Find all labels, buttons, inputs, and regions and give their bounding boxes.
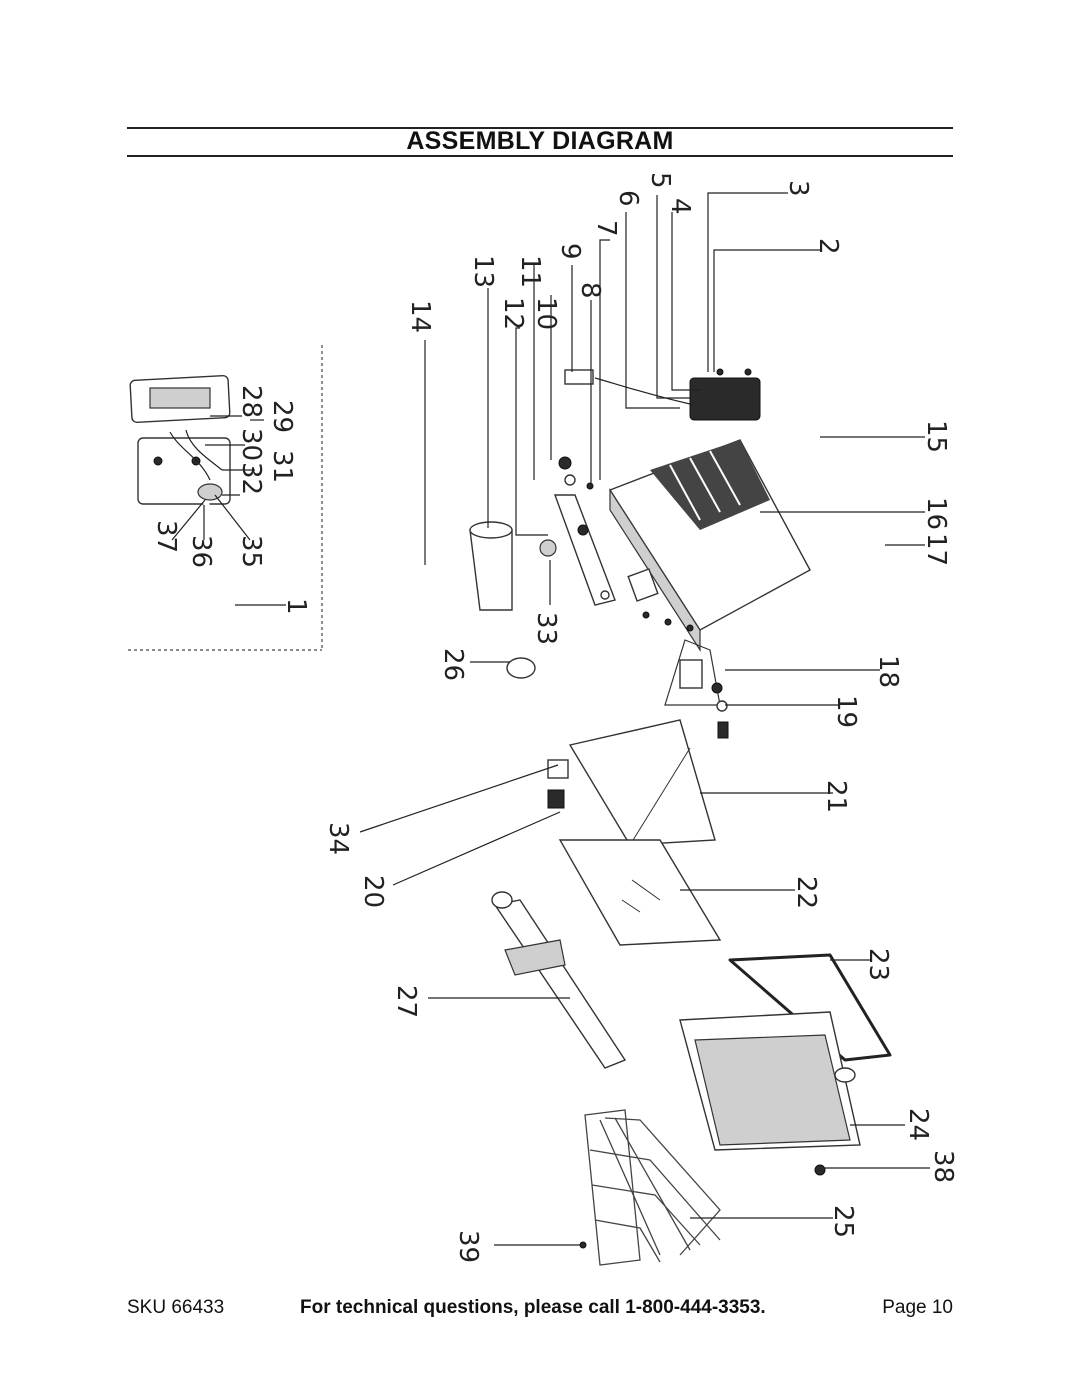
- wire-guard: [580, 1110, 720, 1265]
- callout-30: 30: [236, 428, 266, 462]
- lamp-housing: [513, 369, 880, 650]
- callout-28: 28: [236, 385, 266, 419]
- callout-18: 18: [873, 655, 903, 689]
- callout-37: 37: [151, 520, 181, 554]
- callout-22: 22: [791, 876, 821, 910]
- callout-16: 16: [921, 497, 951, 531]
- callout-1: 1: [281, 598, 311, 615]
- callout-29: 29: [267, 400, 297, 434]
- callout-3: 3: [783, 180, 813, 197]
- technical-support-line: For technical questions, please call 1-800-444-3353.: [300, 1297, 766, 1318]
- callout-17: 17: [921, 533, 951, 567]
- callout-34: 34: [323, 822, 353, 856]
- gasket-and-frame: [680, 955, 890, 1175]
- callout-2: 2: [813, 238, 843, 255]
- callout-20: 20: [358, 875, 388, 909]
- callout-39: 39: [453, 1230, 483, 1264]
- callout-14: 14: [405, 300, 435, 334]
- callout-6: 6: [613, 190, 643, 207]
- reflector-and-glass: [560, 720, 720, 945]
- callout-9: 9: [555, 243, 585, 260]
- callout-10: 10: [531, 297, 561, 331]
- callout-23: 23: [863, 948, 893, 982]
- callout-5: 5: [645, 172, 675, 189]
- sku-number: SKU 66433: [127, 1297, 225, 1318]
- callout-27: 27: [391, 985, 421, 1019]
- callout-33: 33: [531, 612, 561, 646]
- callout-7: 7: [591, 220, 621, 237]
- callout-11: 11: [515, 255, 545, 289]
- callout-36: 36: [186, 535, 216, 569]
- callout-19: 19: [831, 695, 861, 729]
- callout-35: 35: [236, 535, 266, 569]
- page-title: ASSEMBLY DIAGRAM: [406, 127, 674, 155]
- callout-21: 21: [821, 780, 851, 814]
- page-number: Page 10: [882, 1297, 953, 1318]
- callout-32: 32: [236, 462, 266, 496]
- callout-25: 25: [828, 1205, 858, 1239]
- callout-4: 4: [665, 198, 695, 215]
- stand-handle: [411, 520, 568, 823]
- callout-26: 26: [438, 648, 468, 682]
- callout-24: 24: [903, 1108, 933, 1142]
- callout-31: 31: [267, 450, 297, 484]
- callout-8: 8: [575, 282, 605, 299]
- callout-12: 12: [498, 297, 528, 331]
- callout-38: 38: [928, 1150, 958, 1184]
- callout-15: 15: [921, 420, 951, 454]
- callout-13: 13: [468, 255, 498, 289]
